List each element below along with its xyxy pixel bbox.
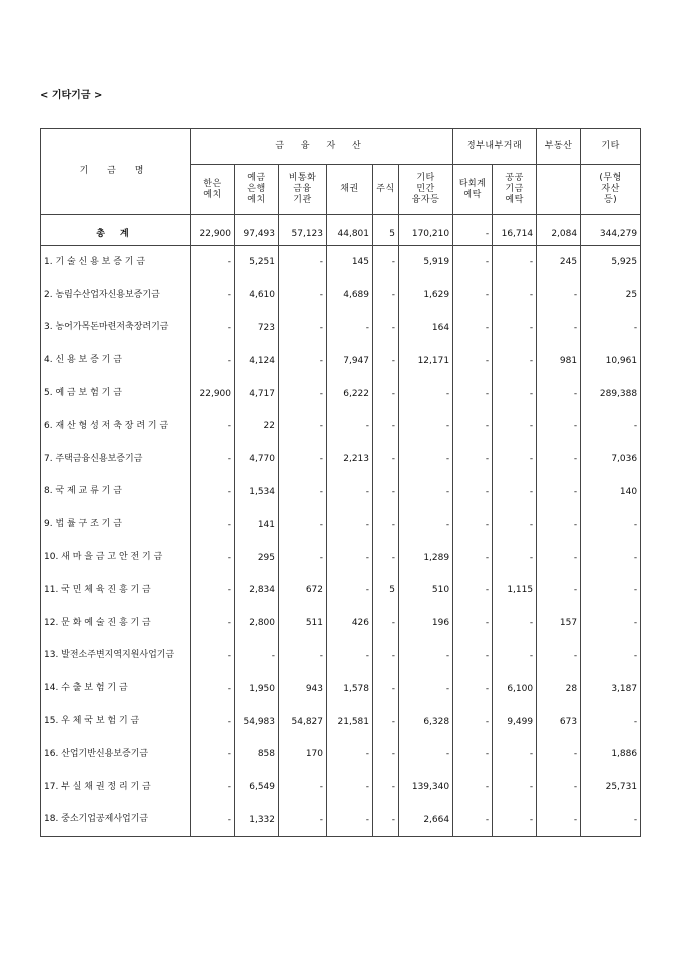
cell-value: - bbox=[453, 410, 493, 443]
cell-value: - bbox=[279, 279, 327, 312]
cell-value: 2,213 bbox=[327, 443, 373, 476]
cell-value: - bbox=[279, 541, 327, 574]
cell-value: - bbox=[191, 476, 235, 509]
cell-value: - bbox=[453, 738, 493, 771]
cell-value: 510 bbox=[399, 574, 453, 607]
cell-value: 4,717 bbox=[235, 377, 279, 410]
total-value-3: 57,123 bbox=[279, 223, 327, 246]
cell-value: - bbox=[373, 705, 399, 738]
cell-value: 673 bbox=[537, 705, 581, 738]
fund-name: 10. 새 마 을 금 고 안 전 기 금 bbox=[41, 541, 191, 574]
table-row bbox=[41, 344, 641, 377]
cell-value: 4,770 bbox=[235, 443, 279, 476]
cell-value: 511 bbox=[279, 607, 327, 640]
cell-value: - bbox=[537, 804, 581, 837]
cell-value: - bbox=[373, 508, 399, 541]
cell-value: - bbox=[373, 607, 399, 640]
cell-value: - bbox=[537, 279, 581, 312]
cell-value: 6,328 bbox=[399, 705, 453, 738]
cell-value: 1,115 bbox=[493, 574, 537, 607]
cell-value: - bbox=[191, 804, 235, 837]
cell-value: 3,187 bbox=[581, 672, 641, 705]
cell-value: - bbox=[327, 574, 373, 607]
cell-value: - bbox=[279, 246, 327, 279]
cell-value: - bbox=[399, 476, 453, 509]
total-value-2: 97,493 bbox=[235, 223, 279, 246]
cell-value: - bbox=[581, 508, 641, 541]
cell-value: - bbox=[493, 476, 537, 509]
cell-value: - bbox=[581, 312, 641, 345]
cell-value: 157 bbox=[537, 607, 581, 640]
table-row bbox=[41, 476, 641, 509]
cell-value: - bbox=[453, 312, 493, 345]
cell-value: - bbox=[373, 771, 399, 804]
cell-value: - bbox=[581, 640, 641, 673]
header-column-8: 공공 기금 예탁 bbox=[493, 165, 537, 215]
cell-value: 7,947 bbox=[327, 344, 373, 377]
cell-value: - bbox=[279, 508, 327, 541]
fund-name: 15. 우 체 국 보 험 기 금 bbox=[41, 705, 191, 738]
cell-value: 22,900 bbox=[191, 377, 235, 410]
cell-value: - bbox=[373, 738, 399, 771]
cell-value: 4,124 bbox=[235, 344, 279, 377]
cell-value: - bbox=[373, 344, 399, 377]
cell-value: - bbox=[327, 476, 373, 509]
cell-value: - bbox=[399, 377, 453, 410]
table-spacer bbox=[41, 215, 641, 224]
cell-value: - bbox=[453, 607, 493, 640]
cell-value: - bbox=[327, 508, 373, 541]
cell-value: - bbox=[191, 279, 235, 312]
cell-value: - bbox=[191, 771, 235, 804]
cell-value: 25,731 bbox=[581, 771, 641, 804]
total-value-6: 170,210 bbox=[399, 223, 453, 246]
cell-value: 1,534 bbox=[235, 476, 279, 509]
cell-value: 22 bbox=[235, 410, 279, 443]
cell-value: 1,886 bbox=[581, 738, 641, 771]
cell-value: 9,499 bbox=[493, 705, 537, 738]
cell-value: - bbox=[453, 804, 493, 837]
cell-value: 723 bbox=[235, 312, 279, 345]
cell-value: - bbox=[279, 312, 327, 345]
cell-value: - bbox=[279, 410, 327, 443]
header-real-estate: 부동산 bbox=[537, 129, 581, 165]
cell-value: 140 bbox=[581, 476, 641, 509]
table-row bbox=[41, 705, 641, 738]
cell-value: 6,100 bbox=[493, 672, 537, 705]
fund-name: 11. 국 민 체 육 진 흥 기 금 bbox=[41, 574, 191, 607]
cell-value: 6,549 bbox=[235, 771, 279, 804]
header-column-10: (무형 자산 등) bbox=[581, 165, 641, 215]
cell-value: 54,983 bbox=[235, 705, 279, 738]
cell-value: - bbox=[373, 672, 399, 705]
cell-value: - bbox=[493, 640, 537, 673]
cell-value: 4,689 bbox=[327, 279, 373, 312]
cell-value: 145 bbox=[327, 246, 373, 279]
cell-value: - bbox=[493, 344, 537, 377]
cell-value: - bbox=[493, 246, 537, 279]
cell-value: - bbox=[235, 640, 279, 673]
cell-value: 1,289 bbox=[399, 541, 453, 574]
cell-value: 943 bbox=[279, 672, 327, 705]
cell-value: - bbox=[327, 738, 373, 771]
table-row bbox=[41, 443, 641, 476]
cell-value: - bbox=[279, 377, 327, 410]
fund-name: 9. 법 률 구 조 기 금 bbox=[41, 508, 191, 541]
cell-value: 10,961 bbox=[581, 344, 641, 377]
cell-value: - bbox=[191, 672, 235, 705]
cell-value: 295 bbox=[235, 541, 279, 574]
cell-value: - bbox=[453, 279, 493, 312]
cell-value: - bbox=[537, 476, 581, 509]
cell-value: - bbox=[327, 804, 373, 837]
header-fund-name: 기 금 명 bbox=[41, 129, 191, 215]
cell-value: - bbox=[537, 738, 581, 771]
cell-value: 5 bbox=[373, 574, 399, 607]
cell-value: - bbox=[493, 541, 537, 574]
cell-value: - bbox=[493, 771, 537, 804]
fund-asset-table bbox=[40, 128, 641, 837]
cell-value: 1,950 bbox=[235, 672, 279, 705]
table-row bbox=[41, 508, 641, 541]
cell-value: - bbox=[279, 344, 327, 377]
table-row bbox=[41, 607, 641, 640]
header-column-5: 주식 bbox=[373, 165, 399, 215]
cell-value: - bbox=[373, 279, 399, 312]
cell-value: 196 bbox=[399, 607, 453, 640]
cell-value: - bbox=[493, 410, 537, 443]
fund-name: 1. 기 술 신 용 보 증 기 금 bbox=[41, 246, 191, 279]
cell-value: - bbox=[581, 804, 641, 837]
cell-value: - bbox=[537, 771, 581, 804]
cell-value: - bbox=[399, 443, 453, 476]
cell-value: - bbox=[191, 607, 235, 640]
table-row bbox=[41, 771, 641, 804]
cell-value: - bbox=[327, 312, 373, 345]
cell-value: 426 bbox=[327, 607, 373, 640]
total-label: 총 계 bbox=[41, 223, 191, 246]
fund-name: 2. 농림수산업자신용보증기금 bbox=[41, 279, 191, 312]
table-row bbox=[41, 279, 641, 312]
cell-value: - bbox=[399, 672, 453, 705]
cell-value: - bbox=[191, 312, 235, 345]
cell-value: 25 bbox=[581, 279, 641, 312]
total-value-4: 44,801 bbox=[327, 223, 373, 246]
cell-value: 1,629 bbox=[399, 279, 453, 312]
cell-value: 170 bbox=[279, 738, 327, 771]
cell-value: 28 bbox=[537, 672, 581, 705]
header-column-2: 예금 은행 예치 bbox=[235, 165, 279, 215]
cell-value: - bbox=[327, 410, 373, 443]
cell-value: 289,388 bbox=[581, 377, 641, 410]
table-row bbox=[41, 312, 641, 345]
cell-value: - bbox=[373, 804, 399, 837]
cell-value: - bbox=[373, 541, 399, 574]
cell-value: - bbox=[327, 640, 373, 673]
fund-name: 17. 부 실 채 권 정 리 기 금 bbox=[41, 771, 191, 804]
cell-value: 7,036 bbox=[581, 443, 641, 476]
cell-value: - bbox=[537, 508, 581, 541]
cell-value: - bbox=[373, 246, 399, 279]
cell-value: 245 bbox=[537, 246, 581, 279]
cell-value: - bbox=[581, 607, 641, 640]
cell-value: - bbox=[373, 476, 399, 509]
cell-value: 6,222 bbox=[327, 377, 373, 410]
cell-value: 164 bbox=[399, 312, 453, 345]
cell-value: - bbox=[191, 443, 235, 476]
cell-value: - bbox=[399, 410, 453, 443]
cell-value: - bbox=[493, 607, 537, 640]
table-row bbox=[41, 672, 641, 705]
cell-value: - bbox=[191, 344, 235, 377]
cell-value: - bbox=[453, 344, 493, 377]
fund-name: 13. 발전소주변지역지원사업기금 bbox=[41, 640, 191, 673]
cell-value: 1,578 bbox=[327, 672, 373, 705]
fund-name: 5. 예 금 보 험 기 금 bbox=[41, 377, 191, 410]
cell-value: - bbox=[373, 312, 399, 345]
cell-value: 21,581 bbox=[327, 705, 373, 738]
cell-value: - bbox=[537, 541, 581, 574]
table-row bbox=[41, 246, 641, 279]
cell-value: - bbox=[373, 640, 399, 673]
cell-value: 2,664 bbox=[399, 804, 453, 837]
fund-name: 8. 국 제 교 류 기 금 bbox=[41, 476, 191, 509]
cell-value: - bbox=[453, 672, 493, 705]
cell-value: 141 bbox=[235, 508, 279, 541]
cell-value: 5,925 bbox=[581, 246, 641, 279]
header-government-transactions: 정부내부거래 bbox=[453, 129, 537, 165]
cell-value: - bbox=[493, 279, 537, 312]
cell-value: 1,332 bbox=[235, 804, 279, 837]
table-row bbox=[41, 377, 641, 410]
cell-value: - bbox=[493, 443, 537, 476]
cell-value: 858 bbox=[235, 738, 279, 771]
cell-value: - bbox=[453, 574, 493, 607]
total-value-5: 5 bbox=[373, 223, 399, 246]
table-row bbox=[41, 640, 641, 673]
cell-value: - bbox=[373, 443, 399, 476]
cell-value: - bbox=[537, 377, 581, 410]
cell-value: - bbox=[191, 410, 235, 443]
header-column-9 bbox=[537, 165, 581, 215]
fund-name: 7. 주택금융신용보증기금 bbox=[41, 443, 191, 476]
total-row bbox=[41, 223, 641, 246]
cell-value: - bbox=[191, 541, 235, 574]
cell-value: - bbox=[493, 312, 537, 345]
cell-value: - bbox=[493, 804, 537, 837]
fund-name: 18. 중소기업공제사업기금 bbox=[41, 804, 191, 837]
cell-value: - bbox=[537, 574, 581, 607]
cell-value: - bbox=[279, 804, 327, 837]
table-row bbox=[41, 804, 641, 837]
cell-value: 5,919 bbox=[399, 246, 453, 279]
cell-value: - bbox=[453, 771, 493, 804]
cell-value: - bbox=[453, 508, 493, 541]
cell-value: - bbox=[191, 574, 235, 607]
cell-value: - bbox=[493, 508, 537, 541]
cell-value: - bbox=[581, 574, 641, 607]
header-column-4: 채권 bbox=[327, 165, 373, 215]
fund-name: 14. 수 출 보 험 기 금 bbox=[41, 672, 191, 705]
cell-value: - bbox=[279, 771, 327, 804]
cell-value: - bbox=[191, 705, 235, 738]
fund-name: 16. 산업기반신용보증기금 bbox=[41, 738, 191, 771]
cell-value: - bbox=[453, 541, 493, 574]
cell-value: - bbox=[493, 738, 537, 771]
table-row bbox=[41, 541, 641, 574]
cell-value: 672 bbox=[279, 574, 327, 607]
cell-value: - bbox=[399, 640, 453, 673]
cell-value: - bbox=[581, 541, 641, 574]
total-value-7: - bbox=[453, 223, 493, 246]
cell-value: - bbox=[581, 705, 641, 738]
cell-value: 2,800 bbox=[235, 607, 279, 640]
cell-value: - bbox=[399, 508, 453, 541]
header-column-6: 기타 민간 융자등 bbox=[399, 165, 453, 215]
cell-value: - bbox=[191, 508, 235, 541]
cell-value: - bbox=[279, 640, 327, 673]
cell-value: 4,610 bbox=[235, 279, 279, 312]
header-column-3: 비통화 금융 기관 bbox=[279, 165, 327, 215]
cell-value: - bbox=[373, 410, 399, 443]
page-title: < 기타기금 > bbox=[40, 90, 103, 101]
total-value-1: 22,900 bbox=[191, 223, 235, 246]
total-value-9: 2,084 bbox=[537, 223, 581, 246]
cell-value: - bbox=[453, 476, 493, 509]
cell-value: - bbox=[453, 640, 493, 673]
cell-value: 2,834 bbox=[235, 574, 279, 607]
cell-value: - bbox=[399, 738, 453, 771]
cell-value: - bbox=[191, 246, 235, 279]
cell-value: 54,827 bbox=[279, 705, 327, 738]
fund-name: 3. 농어가목돈마련저축장려기금 bbox=[41, 312, 191, 345]
cell-value: 5,251 bbox=[235, 246, 279, 279]
fund-name: 12. 문 화 예 술 진 흥 기 금 bbox=[41, 607, 191, 640]
fund-name: 6. 재 산 형 성 저 축 장 려 기 금 bbox=[41, 410, 191, 443]
cell-value: 12,171 bbox=[399, 344, 453, 377]
cell-value: - bbox=[537, 443, 581, 476]
fund-name: 4. 신 용 보 증 기 금 bbox=[41, 344, 191, 377]
cell-value: - bbox=[581, 410, 641, 443]
table-row bbox=[41, 410, 641, 443]
cell-value: - bbox=[191, 640, 235, 673]
cell-value: - bbox=[453, 443, 493, 476]
table-row bbox=[41, 738, 641, 771]
header-column-7: 타회계 예탁 bbox=[453, 165, 493, 215]
header-column-1: 한은 예치 bbox=[191, 165, 235, 215]
cell-value: - bbox=[327, 541, 373, 574]
total-value-10: 344,279 bbox=[581, 223, 641, 246]
total-value-8: 16,714 bbox=[493, 223, 537, 246]
cell-value: 981 bbox=[537, 344, 581, 377]
cell-value: - bbox=[537, 640, 581, 673]
header-other: 기타 bbox=[581, 129, 641, 165]
cell-value: - bbox=[537, 312, 581, 345]
cell-value: - bbox=[191, 738, 235, 771]
cell-value: - bbox=[279, 443, 327, 476]
cell-value: - bbox=[493, 377, 537, 410]
cell-value: - bbox=[373, 377, 399, 410]
cell-value: - bbox=[537, 410, 581, 443]
cell-value: - bbox=[279, 476, 327, 509]
cell-value: - bbox=[453, 377, 493, 410]
header-financial-assets: 금 융 자 산 bbox=[191, 129, 453, 165]
cell-value: - bbox=[327, 771, 373, 804]
cell-value: - bbox=[453, 705, 493, 738]
cell-value: - bbox=[453, 246, 493, 279]
cell-value: 139,340 bbox=[399, 771, 453, 804]
table-row bbox=[41, 574, 641, 607]
